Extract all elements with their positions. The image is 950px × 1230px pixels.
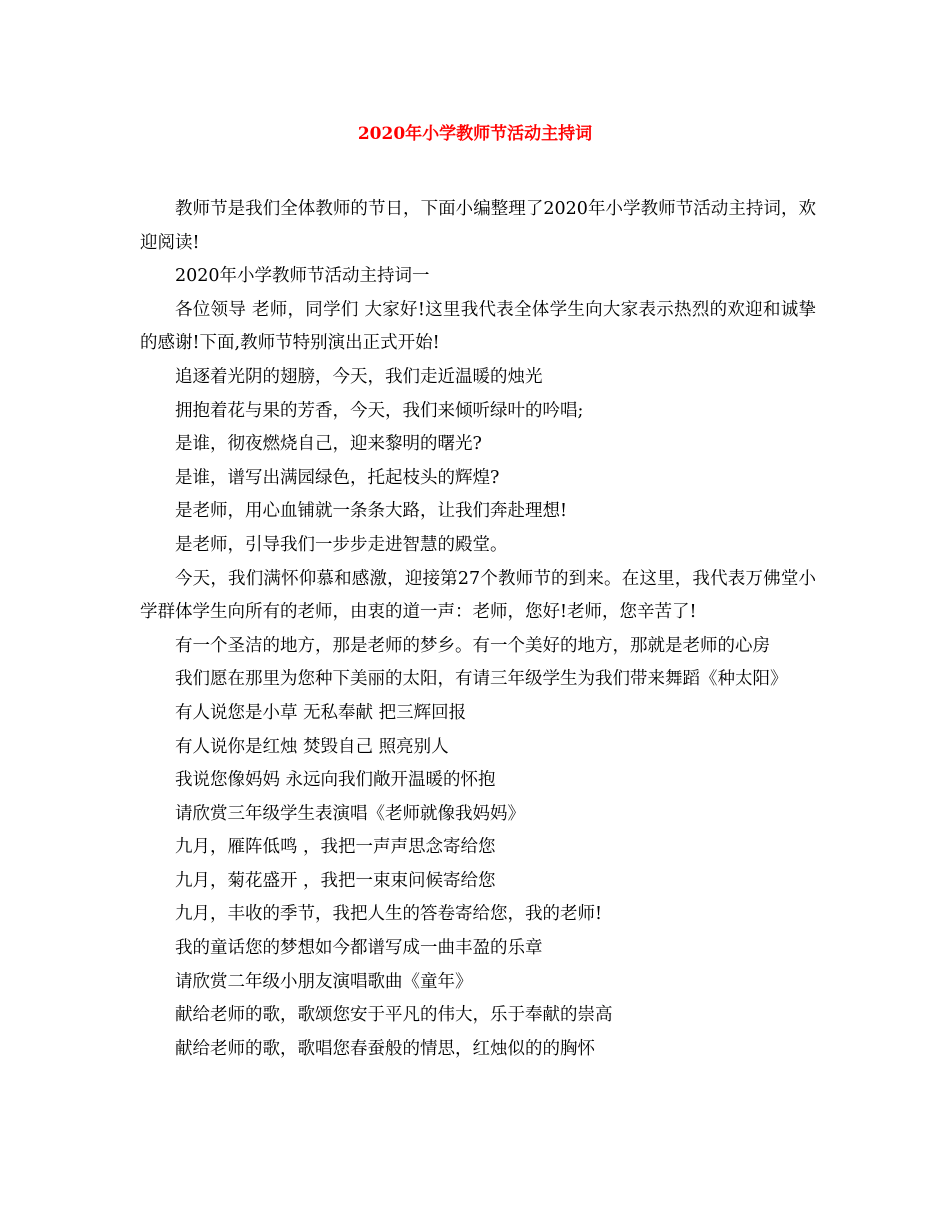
paragraph: 是谁，谱写出满园绿色，托起枝头的辉煌? xyxy=(175,467,500,488)
paragraph: 请欣赏二年级小朋友演唱歌曲《童年》 xyxy=(175,971,473,992)
document-title: 2020年小学教师节活动主持词 xyxy=(357,124,593,144)
paragraph: 九月，雁阵低鸣 ，我把一声声思念寄给您 xyxy=(175,837,496,858)
paragraph: 九月，菊花盛开 ，我把一束束问候寄给您 xyxy=(175,870,496,891)
paragraph: 是老师，引导我们一步步走进智慧的殿堂。 xyxy=(175,534,508,555)
paragraph: 有一个圣洁的地方，那是老师的梦乡。有一个美好的地方，那就是老师的心房 xyxy=(175,635,770,656)
paragraph: 今天，我们满怀仰慕和感激，迎接第27个教师节的到来。在这里，我代表万佛堂小学群体学生向所有的老师，由衷的道一声：老师，您好!老师，您辛苦了! xyxy=(140,568,816,623)
paragraph: 献给老师的歌，歌颂您安于平凡的伟大，乐于奉献的崇高 xyxy=(175,1005,613,1026)
paragraph: 我们愿在那里为您种下美丽的太阳，有请三年级学生为我们带来舞蹈《种太阳》 xyxy=(175,669,788,690)
document-body xyxy=(140,193,816,1066)
paragraph: 有人说您是小草 无私奉献 把三辉回报 xyxy=(175,702,467,723)
paragraph: 追逐着光阴的翅膀，今天，我们走近温暖的烛光 xyxy=(175,366,543,387)
paragraph: 各位领导 老师，同学们 大家好!这里我代表全体学生向大家表示热烈的欢迎和诚挚的感谢!下面,教师节特别演出正式开始! xyxy=(140,299,816,354)
paragraph: 九月，丰收的季节，我把人生的答卷寄给您，我的老师! xyxy=(175,904,603,925)
paragraph: 拥抱着花与果的芳香，今天，我们来倾听绿叶的吟唱; xyxy=(175,400,584,421)
paragraph: 我的童话您的梦想如今都谱写成一曲丰盈的乐章 xyxy=(175,938,543,959)
paragraph: 有人说你是红烛 焚毁自己 照亮别人 xyxy=(175,736,449,757)
paragraph: 我说您像妈妈 永远向我们敞开温暖的怀抱 xyxy=(175,770,496,791)
paragraph: 是老师，用心血铺就一条条大路，让我们奔赴理想! xyxy=(175,501,568,522)
paragraph: 是谁，彻夜燃烧自己，迎来黎明的曙光? xyxy=(175,434,482,455)
paragraph: 献给老师的歌，歌唱您春蚕般的情思，红烛似的的胸怀 xyxy=(175,1038,595,1059)
paragraph-section-heading: 2020年小学教师节活动主持词一 xyxy=(175,266,430,287)
paragraph-intro: 教师节是我们全体教师的节日，下面小编整理了2020年小学教师节活动主持词，欢迎阅读! xyxy=(140,199,816,253)
paragraph: 请欣赏三年级学生表演唱《老师就像我妈妈》 xyxy=(175,803,525,824)
